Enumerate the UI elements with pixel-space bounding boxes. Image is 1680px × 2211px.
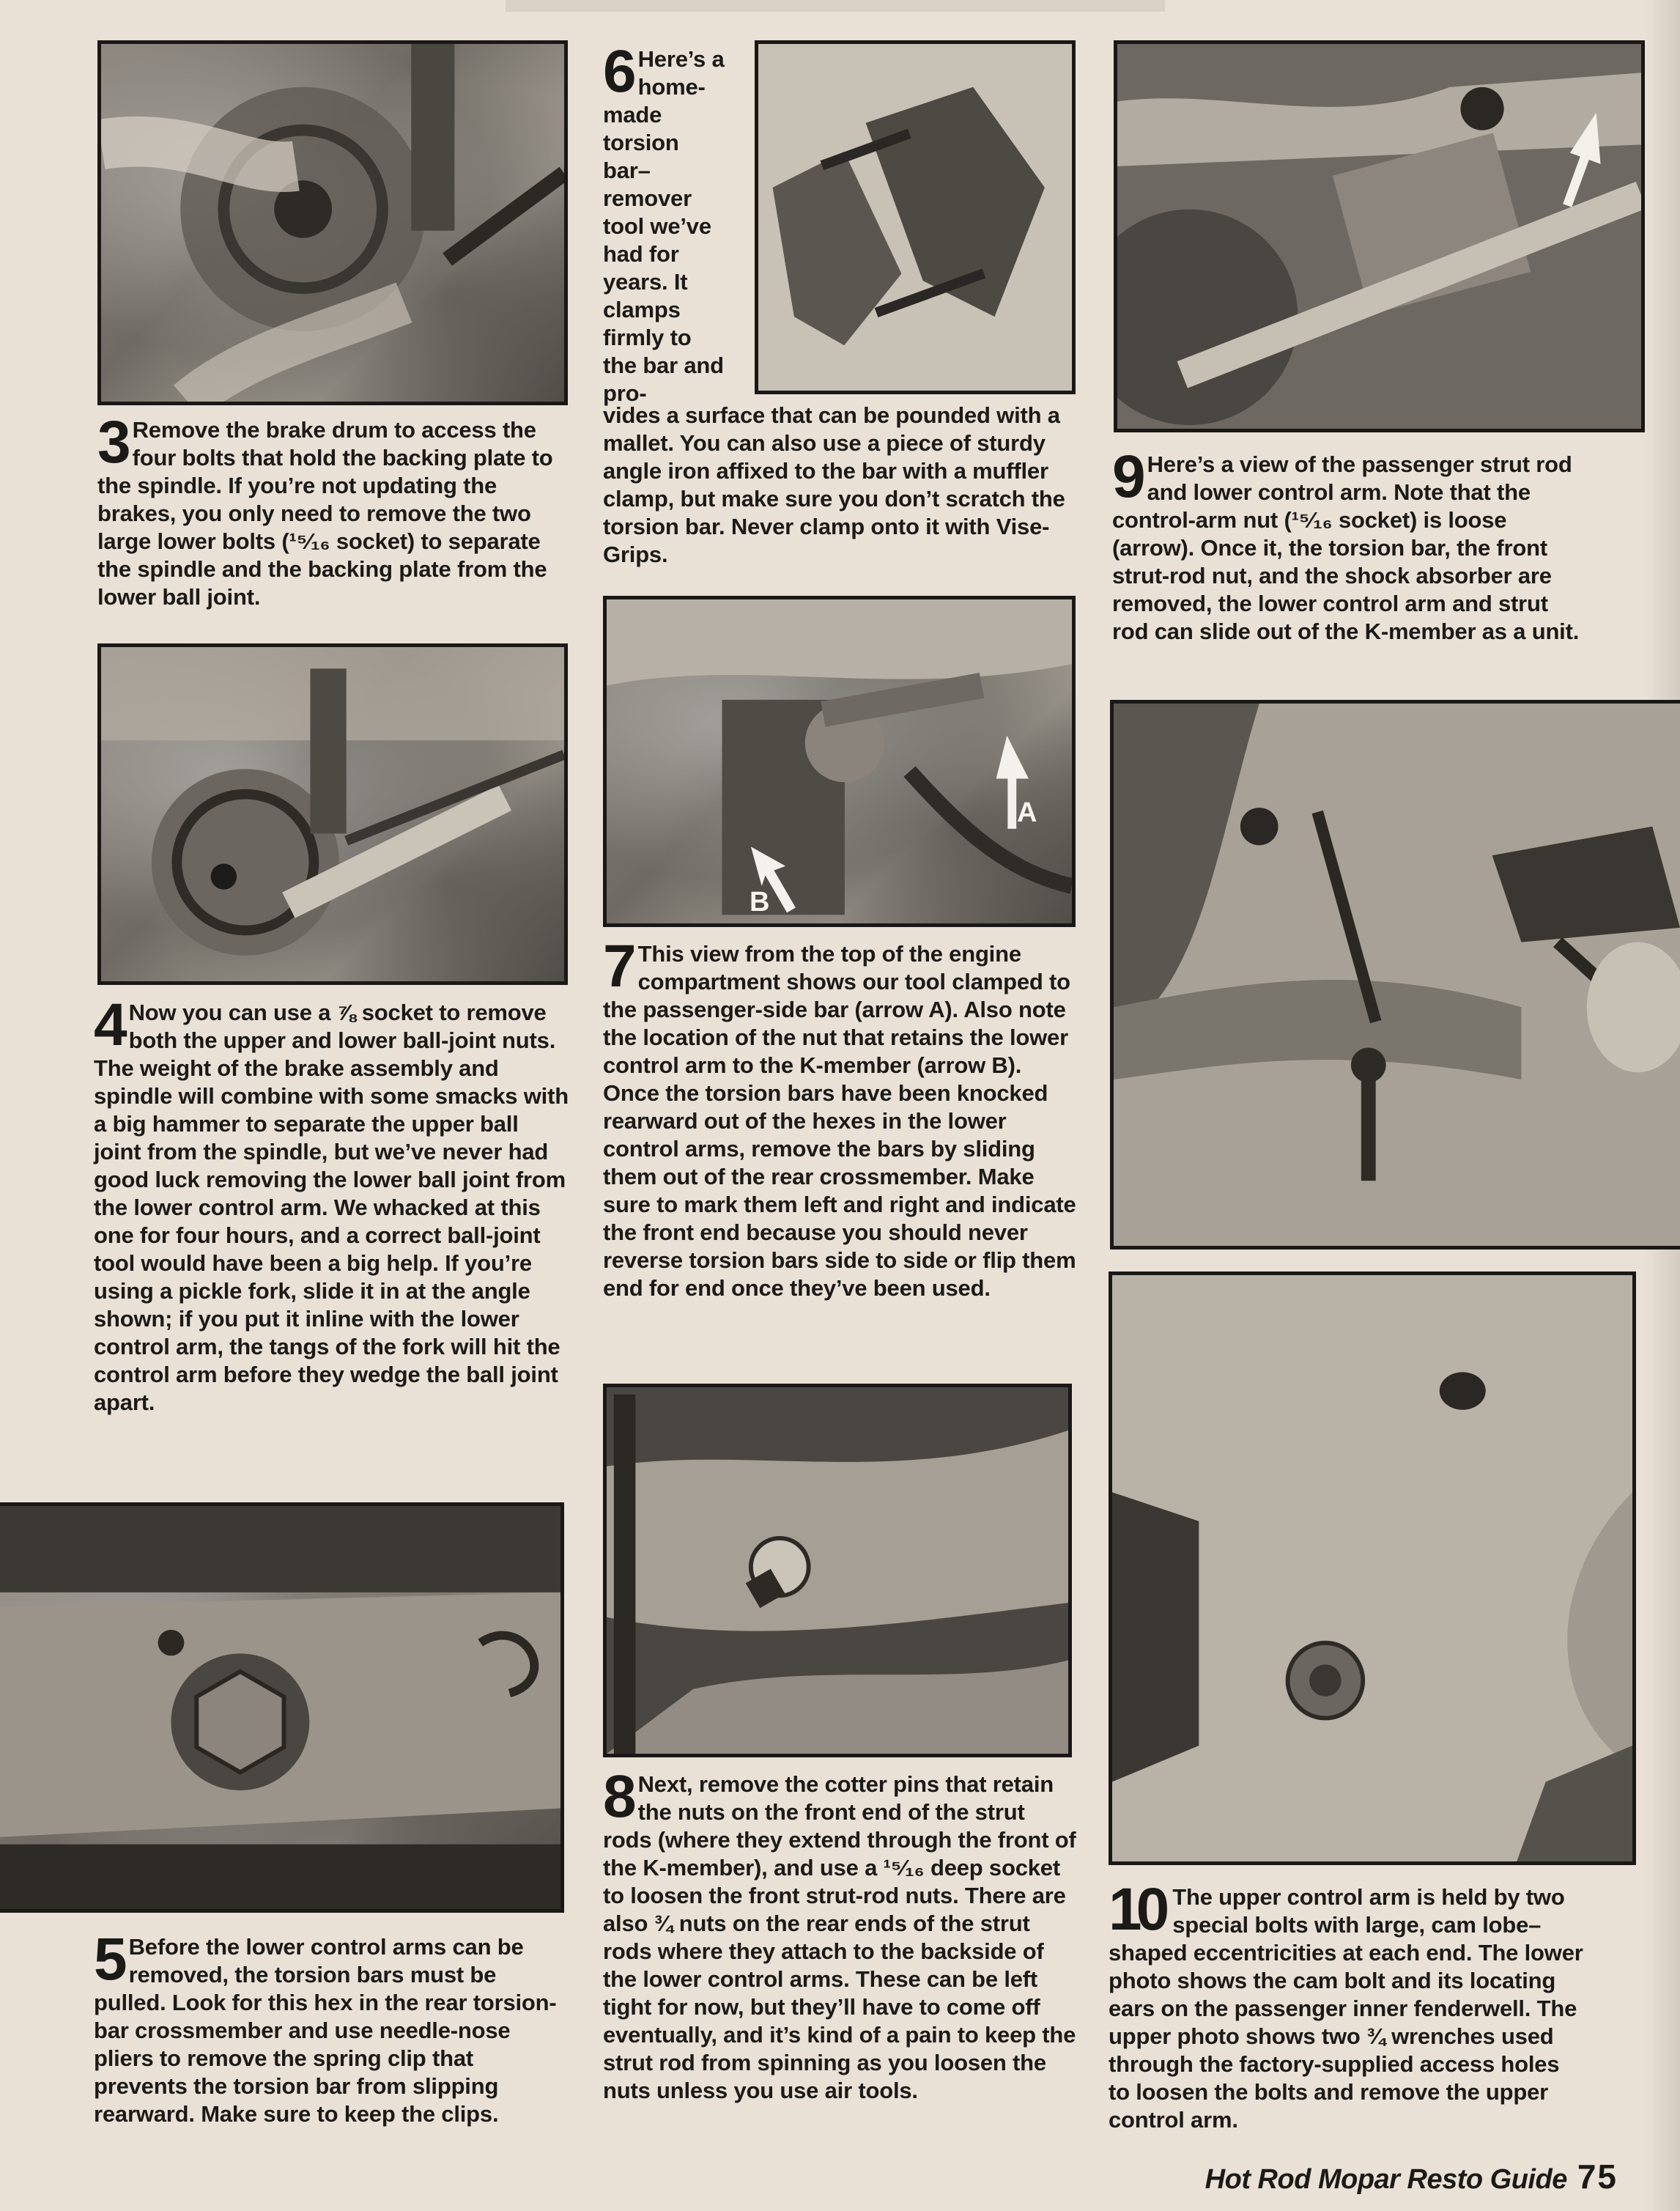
step-number: 5 (94, 1926, 125, 1993)
arrow-label-a: A (1017, 797, 1037, 828)
photo-brake-drum-removal (97, 40, 568, 405)
caption-text: Here’s a view of the passenger strut rod and lower control arm. Note that the control-arm nut (¹⁵⁄₁₆ socket) is loose (arrow). Once it, the torsion bar, the front strut-rod nut, and the shock absorber are removed, the lower control arm and strut rod can slide out of the K-member as a unit. (1112, 451, 1580, 644)
step-number: 3 (97, 409, 128, 476)
step-number: 6 (603, 38, 634, 105)
page-number: 75 (1577, 2158, 1618, 2196)
caption-text: This view from the top of the engine compartment shows our tool clamped to the passenger-side bar (arrow A). Also note the location of the nut that retains the lower control arm to the K-member (arrow B). Once the torsion bars have been knocked rearward out of the hexes in the lower control arms, remove the bars by sliding them out of the rear crossmember. Make sure to mark them left and right and indicate the front end because you should never reverse torsion bars side to side or flip them end for end once they’ve been used. (603, 941, 1076, 1301)
photo-wrenches-access-holes (1110, 700, 1680, 1250)
step-number: 8 (603, 1763, 634, 1830)
top-edge-shadow (506, 0, 1165, 12)
caption-step-10 (1109, 1876, 1585, 2134)
caption-text: Before the lower control arms can be removed, the torsion bars must be pulled. Look for this hex in the rear torsion-bar crossmember and use needle-nose pliers to remove the spring clip that prevents the torsion bar from slipping rearward. Make sure to keep the clips. (94, 1934, 557, 2127)
arrow-label-b: B (750, 887, 770, 918)
page-footer (1205, 2157, 1618, 2196)
caption-step-8 (603, 1763, 1079, 2105)
caption-step-3 (97, 409, 570, 611)
photo-cam-bolt-fenderwell (1109, 1271, 1636, 1865)
photo-torsion-bar-remover-tool (755, 40, 1076, 394)
photo-torsion-bar-hex (0, 1502, 564, 1913)
step-number: 10 (1109, 1876, 1164, 1943)
caption-text: Here’s a home-made torsion bar–remover tool we’ve had for years. It clamps firmly to the bar and pro- (603, 46, 725, 406)
step-number: 4 (94, 992, 125, 1058)
step-number: 7 (603, 933, 634, 1000)
caption-step-6-top (603, 38, 728, 407)
caption-step-4 (94, 992, 570, 1417)
photo-ball-joint-nuts (97, 643, 568, 985)
caption-step-5 (94, 1926, 570, 2128)
step-number: 9 (1112, 443, 1143, 510)
caption-text: vides a surface that can be pounded with a mallet. You can also use a piece of sturdy angle iron affixed to the bar with a muffler clamp, but make sure you don’t scratch the torsion bar. Never clamp onto it with Vise-Grips. (603, 402, 1065, 567)
footer-title: Hot Rod Mopar Resto Guide (1205, 2164, 1567, 2195)
caption-text: Next, remove the cotter pins that retain the nuts on the front end of the strut rods (where they extend through the front of the K-member), and use a ¹⁵⁄₁₆ deep socket to loosen the front strut-rod nuts. There are also ¾ nuts on the rear ends of the strut rods where they attach to the backside of the lower control arms. These can be left tight for now, but they’ll have to come off eventually, and it’s kind of a pain to keep the strut rod from spinning as you loosen the nuts unless you use air tools. (603, 1771, 1076, 2103)
caption-step-6-continued (603, 402, 1079, 569)
caption-step-9 (1112, 443, 1588, 646)
caption-text: The upper control arm is held by two special bolts with large, cam lobe–shaped eccentricities at each end. The lower photo shows the cam bolt and its locating ears on the passenger inner fenderwell. The upper photo shows two ¾ wrenches used through the factory-supplied access holes to loosen the bolts and remove the upper control arm. (1109, 1884, 1583, 2133)
caption-text: Remove the brake drum to access the four bolts that hold the backing plate to the spindle. If you’re not updating the brakes, you only need to remove the two large lower bolts (¹⁵⁄₁₆ socket) to separate the spindle and the backing plate from the lower ball joint. (97, 417, 553, 610)
caption-text: Now you can use a ⅞ socket to remove both the upper and lower ball-joint nuts. The weight of the brake assembly and spindle will combine with some smacks with a big hammer to separate the upper ball joint from the spindle, but we’ve never had good luck removing the lower ball joint from the lower control arm. We whacked at this one for four hours, and a correct ball-joint tool would have been a big help. If you’re using a pickle fork, slide it in at the angle shown; if you put it inline with the lower control arm, the tangs of the fork will hit the control arm before they wedge the ball joint apart. (94, 1000, 569, 1415)
caption-step-7 (603, 933, 1079, 1302)
photo-passenger-strut-rod (1114, 40, 1645, 432)
photo-strut-rod-nut (603, 1384, 1072, 1757)
photo-engine-compartment-view (603, 596, 1076, 927)
